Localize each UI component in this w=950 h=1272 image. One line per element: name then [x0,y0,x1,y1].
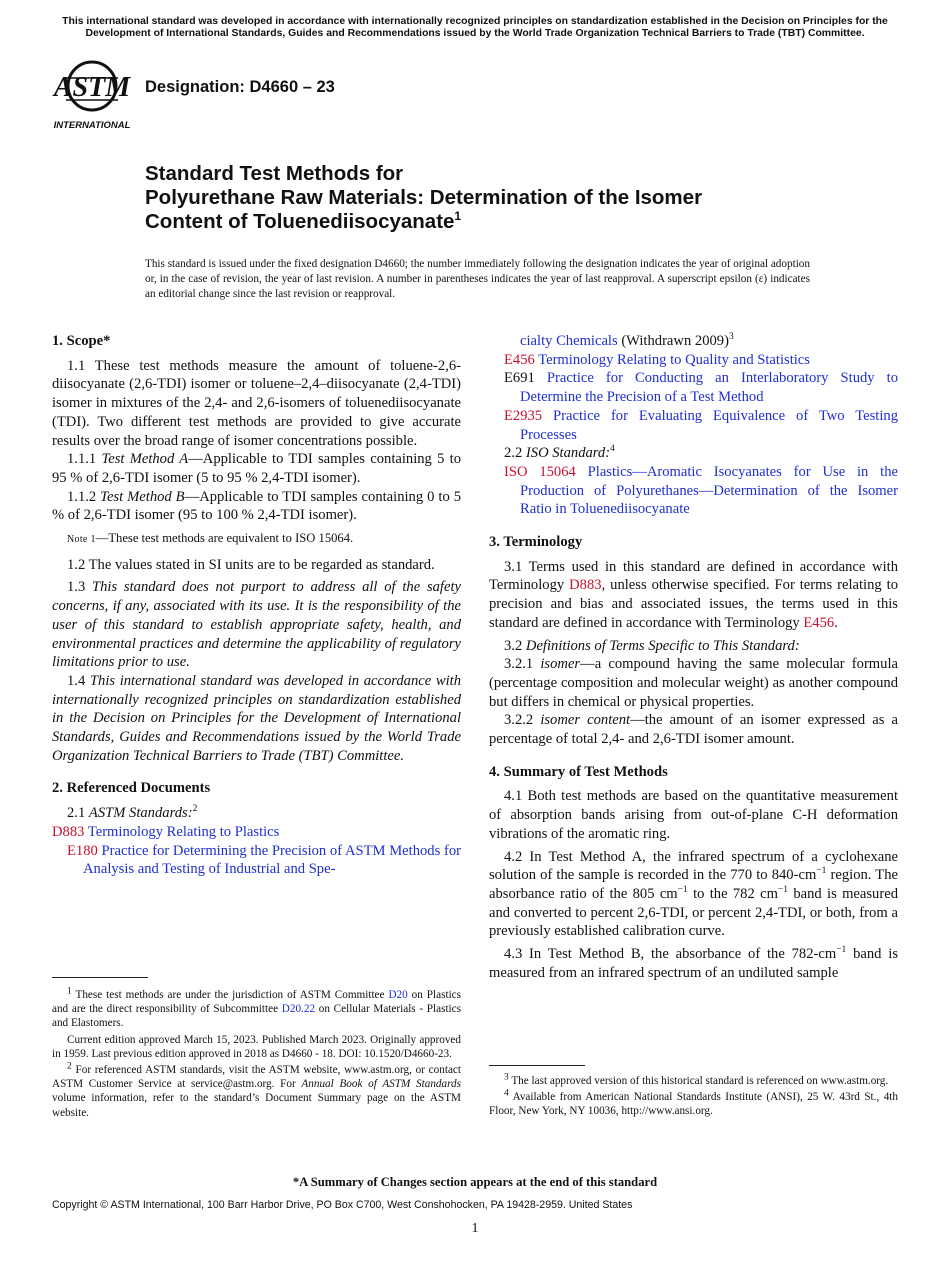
link-d20[interactable]: D20 [388,989,408,1001]
para-1-1-2: 1.1.2 Test Method B—Applicable to TDI samples containing 0 to 5 % of 2,6-TDI isomer (95 to 100 % 2,4-TDI isomer). [52,488,462,524]
title-line-1: Standard Test Methods for [145,162,404,185]
para-1-2: 1.2 The values stated in SI units are to be regarded as standard. [67,556,435,573]
ref-e691[interactable]: E691 Practice for Conducting an Interlaboratory Study to Determine the Precision of a Test Method [504,370,898,406]
right-footnote-rule [489,1065,585,1066]
copyright: Copyright © ASTM International, 100 Barr Harbor Drive, PO Box C700, West Conshohocken, PA 19428-2959. United States [52,1199,633,1211]
link-e456[interactable]: E456 [803,614,835,631]
para-4-1: 4.1 Both test methods are based on the quantitative measurement of absorption bands arising from out-of-plane C-H deformation vibrations of the aromatic ring. [489,788,898,842]
ref-d883[interactable]: D883 Terminology Relating to Plastics [52,823,280,840]
footnote-1-edition: Current edition approved March 15, 2023. Published March 2023. Originally approved in 1959. Last previous edition approved in 2018 as D4660 - 18. DOI: 10.1520/D4660-23. [52,1033,461,1060]
ref-e180[interactable]: E180 Practice for Determining the Precision of ASTM Methods for Analysis and Testing of Industrial and Spe- [67,842,461,878]
issuance-notice: This standard is issued under the fixed designation D4660; the number immediately following the designation indicates the year of original adoption or, in the case of revision, the year of last revision. A number in parentheses indicates the year of last reapproval. A superscript epsilon (ε) indicates an editorial change since the last revision or reapproval. [145,258,810,300]
para-1-1-1: 1.1.1 Test Method A—Applicable to TDI samples containing 5 to 95 % of 2,6-TDI isomer (5 to 95 % 2,4-TDI isomer). [52,451,462,486]
svg-text:ASTM: ASTM [53,72,131,103]
page-number: 1 [471,1221,479,1236]
right-footnotes [489,1074,898,1121]
section-1-heading: 1. Scope* [52,333,111,349]
para-2-1: 2.1 ASTM Standards:$^2$ [67,804,198,822]
link-d883[interactable]: D883 [569,577,602,594]
para-3-2: 3.2 Definitions of Terms Specific to This Standard: [504,637,800,654]
para-3-2-2: 3.2.2 isomer content—the amount of an isomer expressed as a percentage of total 2,4- and 2,6-TDI isomer amount. [489,712,898,748]
para-1-4: 1.4 This international standard was developed in accordance with internationally recognized principles on standardization established in the Decision on Principles for the Development of International Standards, Guides and Recommendations issued by the World Trade Organization Technical Barriers to Trade (TBT) Committee. [52,672,462,764]
para-3-1: 3.1 Terms used in this standard are defined in accordance with Terminology D883, unless otherwise specified. For terms relating to precision and bias and associated issues, the terms used in this standard are defined in accordance with Terminology E456. [489,558,898,631]
designation: Designation: D4660 – 23 [145,78,335,96]
para-4-3: 4.3 In Test Method B, the absorbance of the $782-cm^{-1}$ band is measured from an infrared spectrum of an undiluted sample [489,945,899,981]
para-2-2: 2.2 ISO Standard:$^4$ [504,444,615,462]
astm-logo-icon [52,56,136,132]
right-column [489,332,898,983]
logo-international-text: INTERNATIONAL [53,120,131,131]
para-4-2: 4.2 In Test Method A, the infrared spectrum of a cyclohexane solution of the sample is recorded in the 770 to $840-cm^{-1}$ region. The absorbance ratio of the 805 $cm^{-1}$ to the 782 $cm^{-1}$ band is measured and converted to percent 2,6-TDI, or percent 2,4-TDI, or both, from a previously established calibration curve. [489,848,898,940]
title-footnote-ref[interactable]: 1 [454,209,462,224]
ref-e180-continued[interactable]: cialty Chemicals (Withdrawn 2009)$^3$ [520,332,734,349]
ref-e456[interactable]: E456 Terminology Relating to Quality and Statistics [504,351,810,368]
title-line-2: Polyurethane Raw Materials: Determination of the Isomer [145,186,703,209]
note-1: Note 1—These test methods are equivalent to ISO 15064. [67,531,354,546]
left-column [52,332,461,879]
section-2-heading: 2. Referenced Documents [52,780,211,797]
section-4-heading: 4. Summary of Test Methods [489,763,668,780]
footnote-4: $^4$ Available from American National Standards Institute (ANSI), 25 W. 43rd St., 4th Floor, New York, NY 10036, http://www.ansi.org. [489,1088,898,1118]
para-3-2-1: 3.2.1 isomer—a compound having the same molecular formula (percentage composition and molecular weight) as another compound but differs in chemical or physical properties. [489,656,898,710]
footnote-3: $^3$ The last approved version of this historical standard is referenced on www.astm.org. [504,1072,889,1087]
para-1-3: 1.3 This standard does not purport to address all of the safety concerns, if any, associated with its use. It is the responsibility of the user of this standard to establish appropriate safety, health, and environmental practices and determine the applicability of regulatory limitations prior to use. [52,579,461,671]
document-title [145,162,702,234]
top-banner: This international standard was developed in accordance with internationally recognized principles on standardization established in the Decision on Principles for the Development of International Standards, Guides and Recommendations issued by the World Trade Organization Technical Barriers to Trade (TBT) Committee. [62,16,888,39]
link-d20-22[interactable]: D20.22 [281,1003,316,1016]
footnote-1: $^1$ These test methods are under the jurisdiction of ASTM Committee D20 on Plastics and are the direct responsibility of Subcommittee D20.22 on Cellular Materials - Plastics and Elastomers. [52,986,461,1030]
ref-iso-15064[interactable]: ISO 15064 Plastics—Aromatic Isocyanates for Use in the Production of Polyurethanes—Determination of the Isomer Ratio in Toluenediisocyanate [504,463,899,518]
title-line-3: Content of Toluenediisocyanate$^1$ [145,209,462,233]
left-footnotes [52,988,461,1122]
footnote-2: $^2$ For referenced ASTM standards, visit the ASTM website, www.astm.org, or contact ASTM Customer Service at service@astm.org. For Annual Book of ASTM Standards volume information, refer to the standard’s Document Summary page on the ASTM website. [52,1061,461,1119]
section-3-heading: 3. Terminology [489,534,583,551]
para-1-1: 1.1 These test methods measure the amount of toluene-2,6-diisocyanate (2,6-TDI) isomer or toluene–2,4–diisocyanate (2,4-TDI) isomer in mixtures of the 2,4- and 2,6-isomers of toluenediisocyanate (TDI). Two different test methods are provided to give accurate results over the broad range of isomer concentrations possible. [52,357,461,449]
left-footnote-rule [52,977,148,978]
astm-logo [52,56,136,132]
ref-e2935[interactable]: E2935 Practice for Evaluating Equivalence of Two Testing Processes [504,407,898,443]
summary-of-changes-notice: *A Summary of Changes section appears at the end of this standard [292,1175,658,1189]
